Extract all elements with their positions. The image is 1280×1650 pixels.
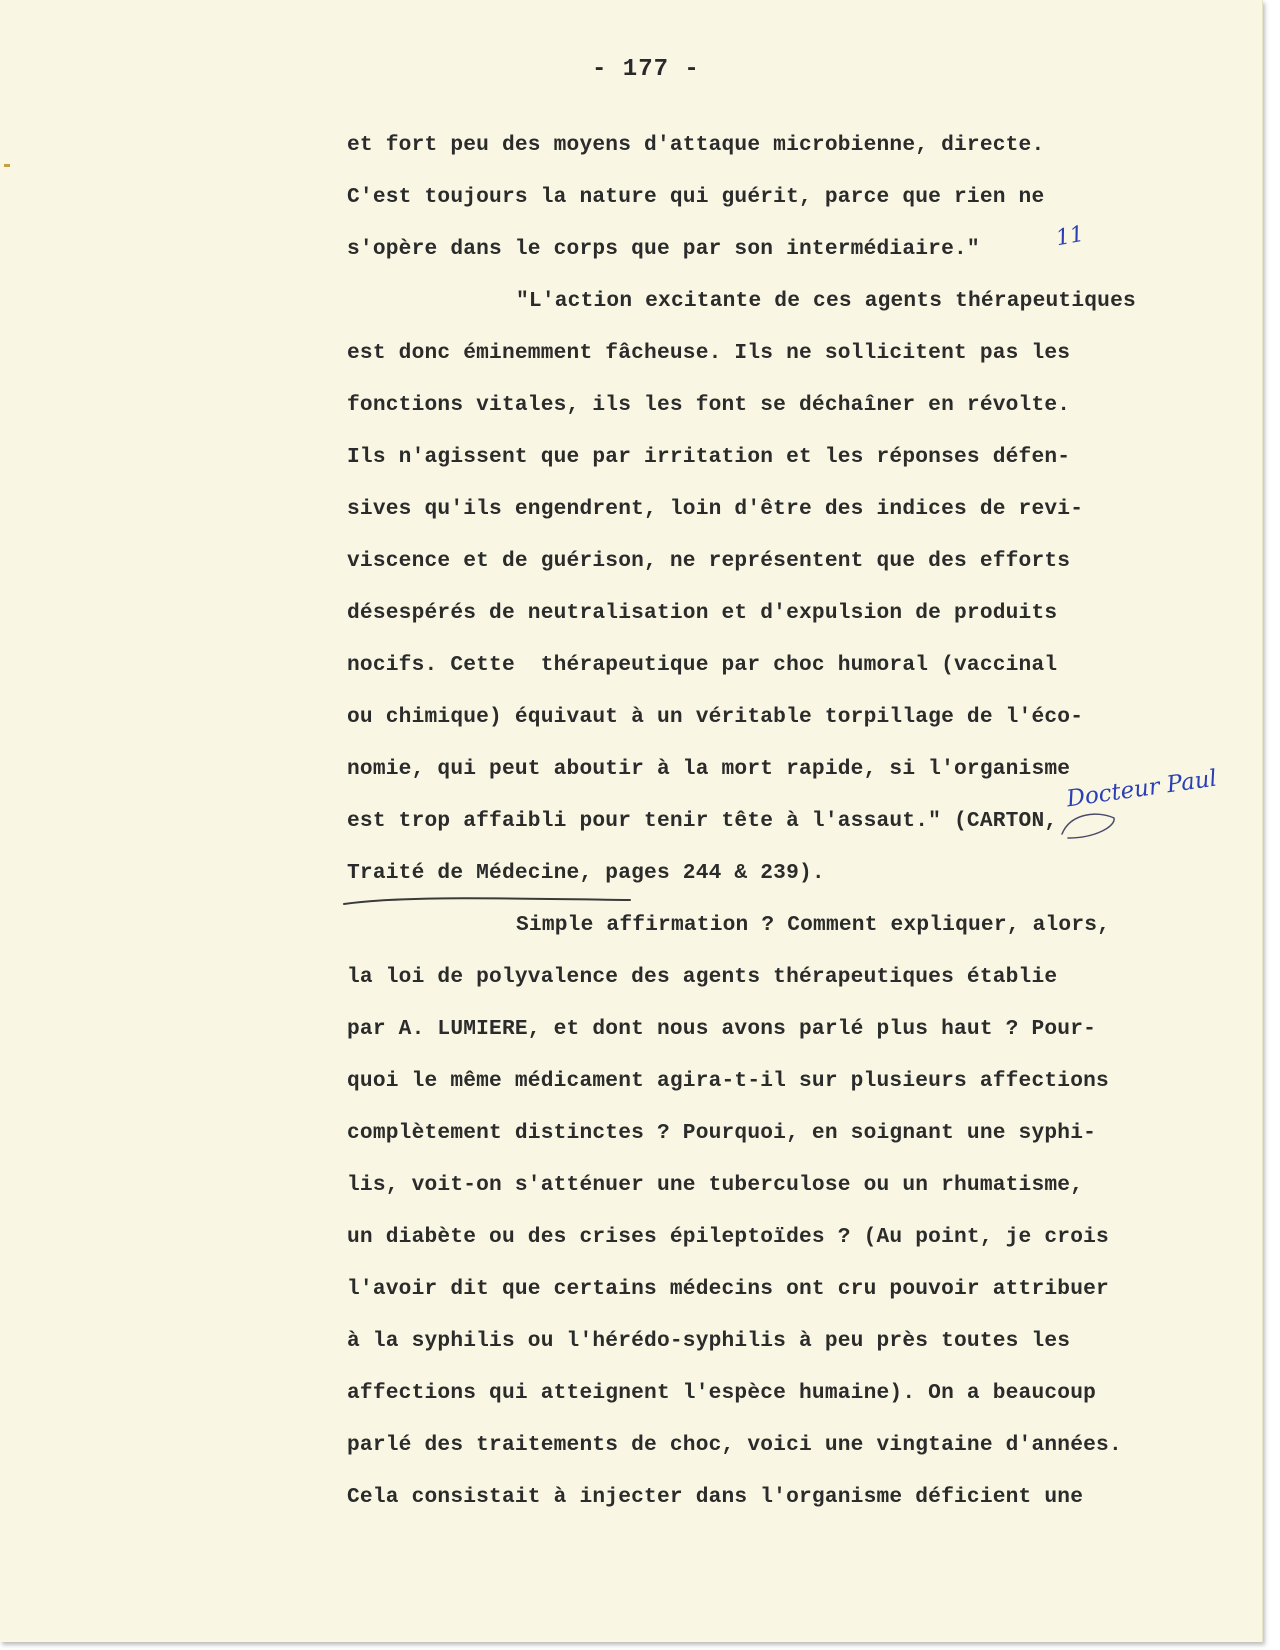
text-line: est donc éminemment fâcheuse. Ils ne sollicitent pas les [347,341,1071,365]
margin-mark [4,164,10,167]
text-line: viscence et de guérison, ne représentent que des efforts [347,549,1071,573]
handwritten-margin-note: Docteur Paul [1064,765,1219,813]
text-line: lis, voit-on s'atténuer une tuberculose ou un rhumatisme, [347,1173,1084,1197]
text-line: nomie, qui peut aboutir à la mort rapide, si l'organisme [347,757,1071,781]
pencil-circle-mark [1056,808,1120,842]
text-line: sives qu'ils engendrent, loin d'être des indices de revi- [347,497,1084,521]
text-line: nocifs. Cette thérapeutique par choc humoral (vaccinal [347,653,1058,677]
text-line: ou chimique) équivaut à un véritable torpillage de l'éco- [347,705,1084,729]
text-line: C'est toujours la nature qui guérit, parce que rien ne [347,185,1045,209]
text-line: parlé des traitements de choc, voici une vingtaine d'années. [347,1433,1122,1457]
text-line: Simple affirmation ? Comment expliquer, alors, [516,913,1111,937]
text-line: fonctions vitales, ils les font se déchaîner en révolte. [347,393,1071,417]
text-line: quoi le même médicament agira-t-il sur plusieurs affections [347,1069,1109,1093]
text-line: affections qui atteignent l'espèce humaine). On a beaucoup [347,1381,1097,1405]
text-line: la loi de polyvalence des agents thérapeutiques établie [347,965,1058,989]
text-line: l'avoir dit que certains médecins ont cru pouvoir attribuer [347,1277,1109,1301]
text-line: s'opère dans le corps que par son intermédiaire." [347,237,980,261]
text-line: complètement distinctes ? Pourquoi, en soignant une syphi- [347,1121,1097,1145]
text-line: est trop affaibli pour tenir tête à l'assaut." (CARTON, [347,809,1058,833]
text-line: Ils n'agissent que par irritation et les réponses défen- [347,445,1071,469]
text-line: à la syphilis ou l'hérédo-syphilis à peu près toutes les [347,1329,1071,1353]
text-line: Cela consistait à injecter dans l'organisme déficient une [347,1485,1084,1509]
text-line: par A. LUMIERE, et dont nous avons parlé plus haut ? Pour- [347,1017,1097,1041]
text-line: et fort peu des moyens d'attaque microbienne, directe. [347,133,1045,157]
page-number: - 177 - [592,56,700,83]
text-line: un diabète ou des crises épileptoïdes ? (Au point, je crois [347,1225,1109,1249]
pencil-underline [340,894,640,910]
text-line: désespérés de neutralisation et d'expulsion de produits [347,601,1058,625]
text-line: Traité de Médecine, pages 244 & 239). [347,861,825,885]
handwritten-note-mark: 11 [1054,221,1086,252]
text-line: "L'action excitante de ces agents thérapeutiques [516,289,1136,313]
